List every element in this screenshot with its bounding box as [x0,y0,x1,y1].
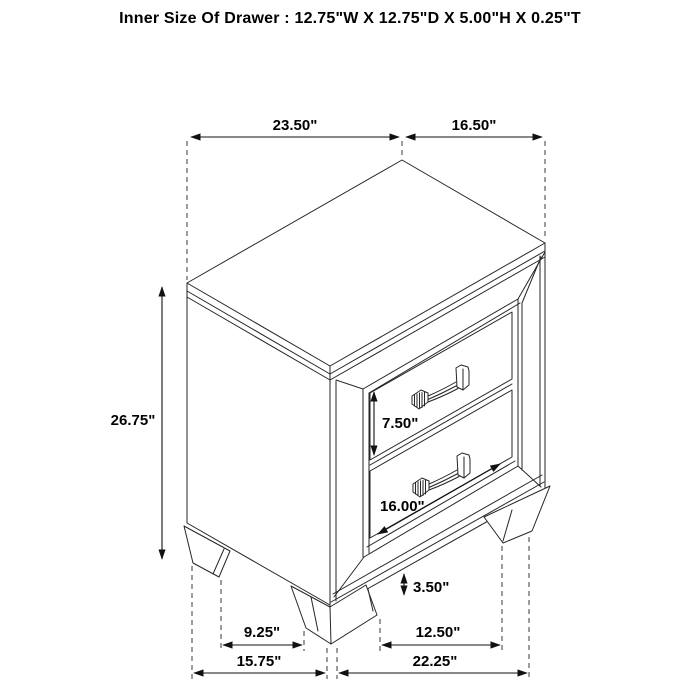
page-title: Inner Size Of Drawer : 12.75"W X 12.75"D X 5.00"H X 0.25"T [119,10,581,27]
leg-front-left [184,526,230,577]
leg-right [484,486,550,543]
dimension-top-width [191,117,399,137]
dimension-label-top-depth: 16.50" [451,117,497,134]
front-corner-edge [330,366,336,610]
dimension-overall-height [111,287,162,559]
dimension-base-width [194,653,325,673]
dimension-leg-gap-left [223,624,302,645]
dimension-label-drawer-front-width: 16.00" [380,498,425,515]
dimension-label-overall-height: 26.75" [110,412,156,429]
dimension-label-leg-height: 3.50" [413,579,450,596]
dimension-label-leg-gap-left: 9.25" [243,624,281,641]
dimension-leg-gap-right [382,624,500,645]
dimension-base-depth [339,653,527,673]
dimension-top-depth [406,117,542,137]
dimension-label-top-width: 23.50" [272,117,318,134]
dimension-label-base-width: 15.75" [236,653,282,670]
dimension-label-drawer-front-height: 7.50" [382,415,419,432]
dimension-leg-height [404,574,449,596]
dimension-label-leg-gap-right: 12.50" [415,624,461,641]
dimension-label-base-depth: 22.25" [412,653,458,670]
